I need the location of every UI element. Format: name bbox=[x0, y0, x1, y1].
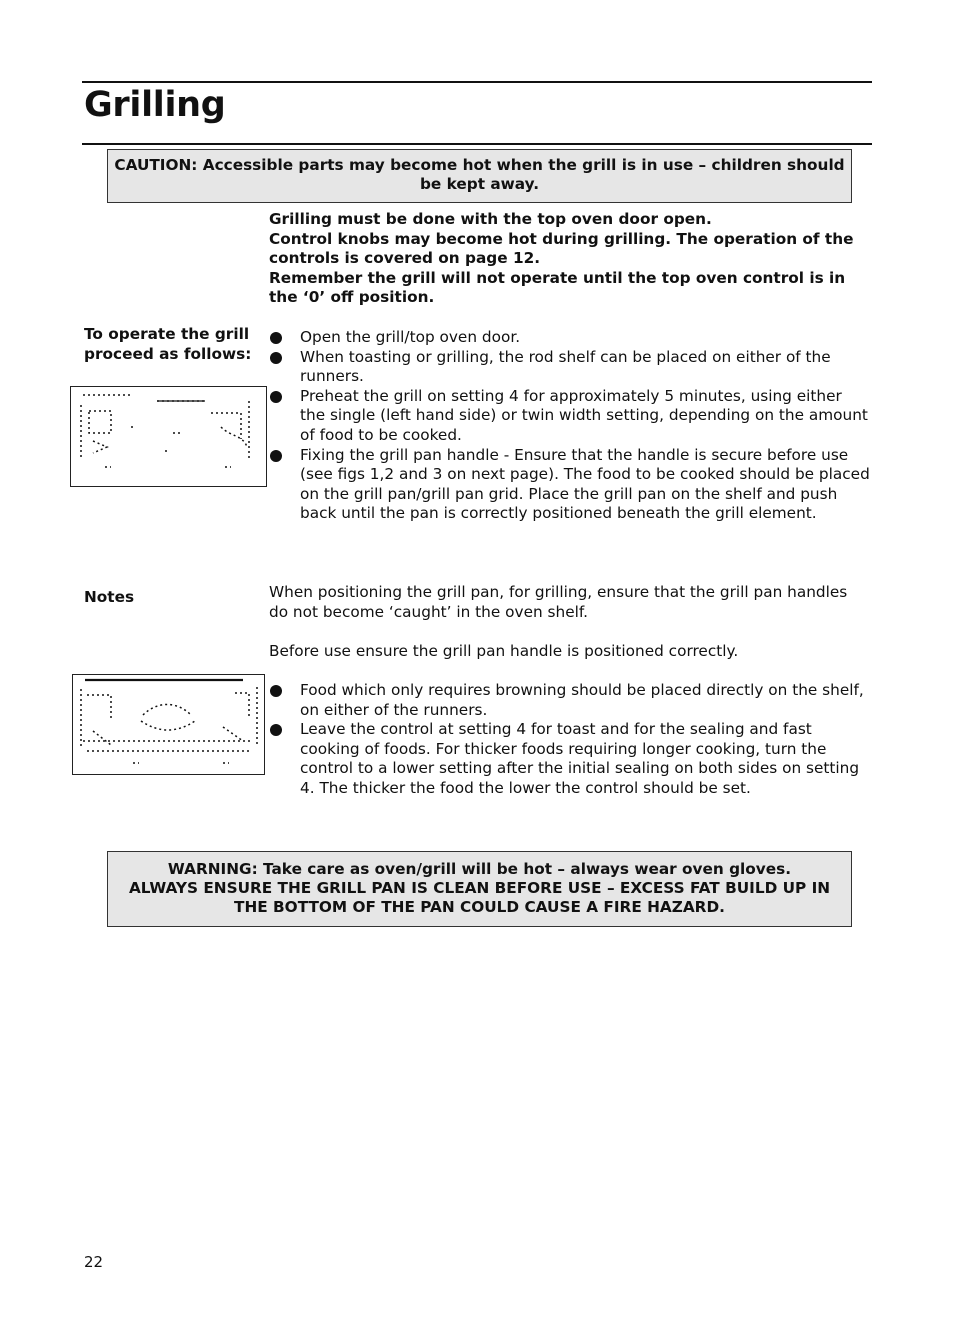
bullet-icon bbox=[270, 332, 282, 344]
bullet-icon bbox=[270, 352, 282, 364]
list-item-text: Leave the control at setting 4 for toast and for the sealing and fast cooking of foods. For thicker foods requiring longer cooking, turn the control to a lower setting after the initial sealing on both sides on setting 4. The thicker the food the lower the control should be set. bbox=[300, 720, 860, 797]
operate-steps-list bbox=[269, 328, 871, 524]
operate-label: To operate the grill proceed as follows: bbox=[84, 325, 252, 363]
bullet-icon bbox=[270, 450, 282, 462]
list-item-text: When toasting or grilling, the rod shelf can be placed on either of the runners. bbox=[300, 347, 831, 386]
notes-label: Notes bbox=[84, 588, 135, 606]
top-rule bbox=[82, 81, 872, 83]
intro-text bbox=[269, 210, 869, 308]
grill-illustration-2 bbox=[73, 675, 264, 774]
list-item-text: Preheat the grill on setting 4 for approximately 5 minutes, using either the single (left hand side) or twin width setting, depending on the amount of food to be cooked. bbox=[300, 386, 868, 444]
warning-line-2: ALWAYS ENSURE THE GRILL PAN IS CLEAN BEFORE USE – EXCESS FAT BUILD UP IN THE BOTTOM OF THE PAN COULD CAUSE A FIRE HAZARD. bbox=[128, 879, 831, 916]
warning-line-1: WARNING: Take care as oven/grill will be hot – always wear oven gloves. bbox=[167, 860, 792, 878]
grill-illustration-1 bbox=[71, 387, 266, 486]
list-item bbox=[269, 328, 871, 348]
intro-line-2: Control knobs may become hot during grilling. The operation of the controls is covered on page 12. bbox=[269, 229, 854, 267]
page-title: Grilling bbox=[84, 85, 226, 125]
bullet-icon bbox=[270, 724, 282, 736]
bullet-icon bbox=[270, 685, 282, 697]
list-item bbox=[269, 720, 871, 798]
list-item bbox=[269, 387, 871, 446]
list-item-text: Food which only requires browning should be placed directly on the shelf, on either of the runners. bbox=[300, 681, 864, 719]
list-item bbox=[269, 681, 871, 720]
warning-box bbox=[107, 851, 852, 927]
bullet-icon bbox=[270, 391, 282, 403]
notes-paragraph-1: When positioning the grill pan, for grilling, ensure that the grill pan handles do not become ‘caught’ in the oven shelf. bbox=[269, 583, 848, 621]
caution-text: CAUTION: Accessible parts may become hot when the grill is in use – children should be kept away. bbox=[114, 156, 845, 193]
intro-line-1: Grilling must be done with the top oven door open. bbox=[269, 210, 712, 228]
list-item bbox=[269, 348, 871, 387]
list-item-text: Fixing the grill pan handle - Ensure that the handle is secure before use (see figs 1,2 and 3 on next page). The food to be cooked should be placed on the grill pan/grill pan grid. Place the grill pan on the shelf and push back until the pan is correctly positioned beneath the grill element. bbox=[300, 445, 870, 523]
list-item bbox=[269, 446, 871, 524]
caution-box bbox=[107, 149, 852, 203]
notes-paragraph-2: Before use ensure the grill pan handle is positioned correctly. bbox=[269, 642, 739, 660]
page-number: 22 bbox=[84, 1253, 104, 1271]
title-underline-rule bbox=[82, 143, 872, 145]
grill-figure-2 bbox=[72, 674, 265, 775]
intro-line-3: Remember the grill will not operate until the top oven control is in the ‘0’ off position. bbox=[269, 268, 846, 306]
notes-bullet-list bbox=[269, 681, 871, 799]
list-item-text: Open the grill/top oven door. bbox=[300, 328, 521, 346]
grill-figure-1 bbox=[70, 386, 267, 487]
